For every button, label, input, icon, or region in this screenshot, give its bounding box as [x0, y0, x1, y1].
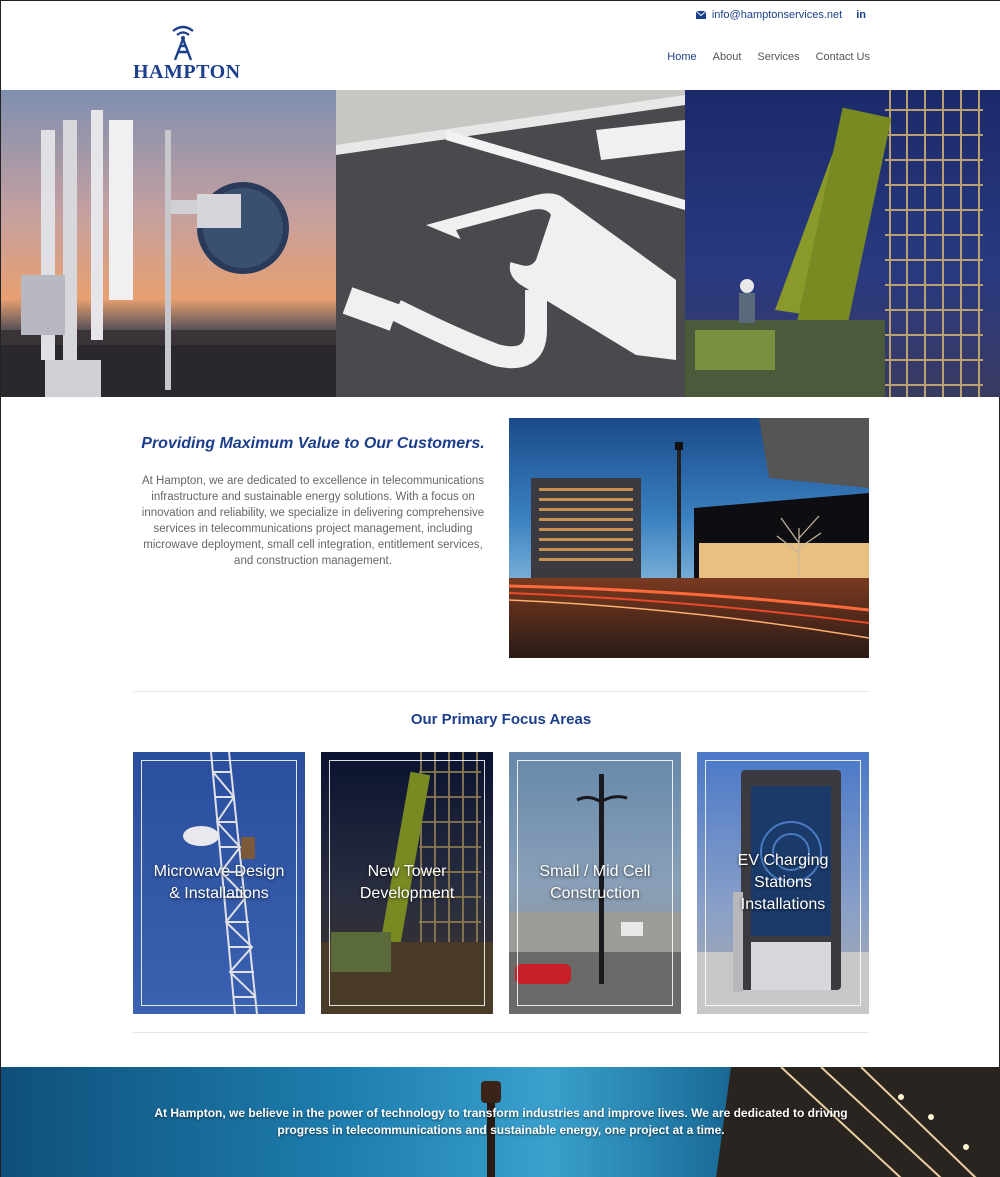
linkedin-icon[interactable]: in	[856, 9, 866, 21]
focus-card-ev-charging[interactable]	[697, 752, 869, 1014]
hero-tower-construction-image	[685, 90, 1000, 397]
logo-wordmark: HAMPTON	[133, 61, 241, 83]
nav-services[interactable]: Services	[757, 51, 800, 63]
nav-home[interactable]: Home	[667, 51, 697, 63]
focus-card-new-tower[interactable]	[321, 752, 493, 1014]
focus-areas-cards	[133, 752, 869, 1014]
hampton-logo[interactable]	[133, 25, 241, 83]
focus-card-label: EV Charging Stations Installations	[737, 852, 829, 913]
focus-card-microwave[interactable]	[133, 752, 305, 1014]
hero-image-strip	[1, 90, 1000, 397]
focus-card-label: Small / Mid Cell Construction	[539, 863, 651, 902]
nav-contact-us[interactable]: Contact Us	[815, 51, 870, 63]
site-header	[1, 1, 1000, 90]
mission-banner	[1, 1067, 1000, 1177]
envelope-icon	[696, 11, 706, 19]
intro-city-night-image	[509, 418, 869, 658]
focus-card-label: Microwave Design & Installations	[153, 863, 285, 902]
mission-statement: At Hampton, we believe in the power of technology to transform industries and improve lives. We are dedicated to driving progress in telecommunications and sustainable energy, one project at a time.	[154, 1106, 848, 1137]
focus-areas-heading: Our Primary Focus Areas	[410, 711, 592, 728]
hero-ev-parking-image	[336, 90, 685, 397]
nav-about[interactable]: About	[712, 51, 742, 63]
section-divider-top	[133, 691, 869, 692]
intro-paragraph: At Hampton, we are dedicated to excellence in telecommunications infrastructure and sustainable energy solutions. With a focus on innovation and reliability, we specialize in delivering comprehensive services in telecommunications project management, including microwave deployment, small cell integration, entitlement services, and construction management.	[141, 475, 485, 567]
email-text: info@hamptonservices.net	[711, 9, 843, 21]
tower-logo-icon	[167, 25, 199, 61]
focus-card-label: New Tower Development	[359, 863, 455, 902]
top-contact-bar	[696, 9, 866, 21]
hero-telecom-antenna-image	[1, 90, 336, 397]
email-link[interactable]	[696, 9, 842, 21]
section-divider-bottom	[133, 1032, 869, 1033]
intro-heading: Providing Maximum Value to Our Customers.	[141, 435, 485, 452]
focus-card-small-mid-cell[interactable]	[509, 752, 681, 1014]
main-nav	[667, 51, 870, 63]
